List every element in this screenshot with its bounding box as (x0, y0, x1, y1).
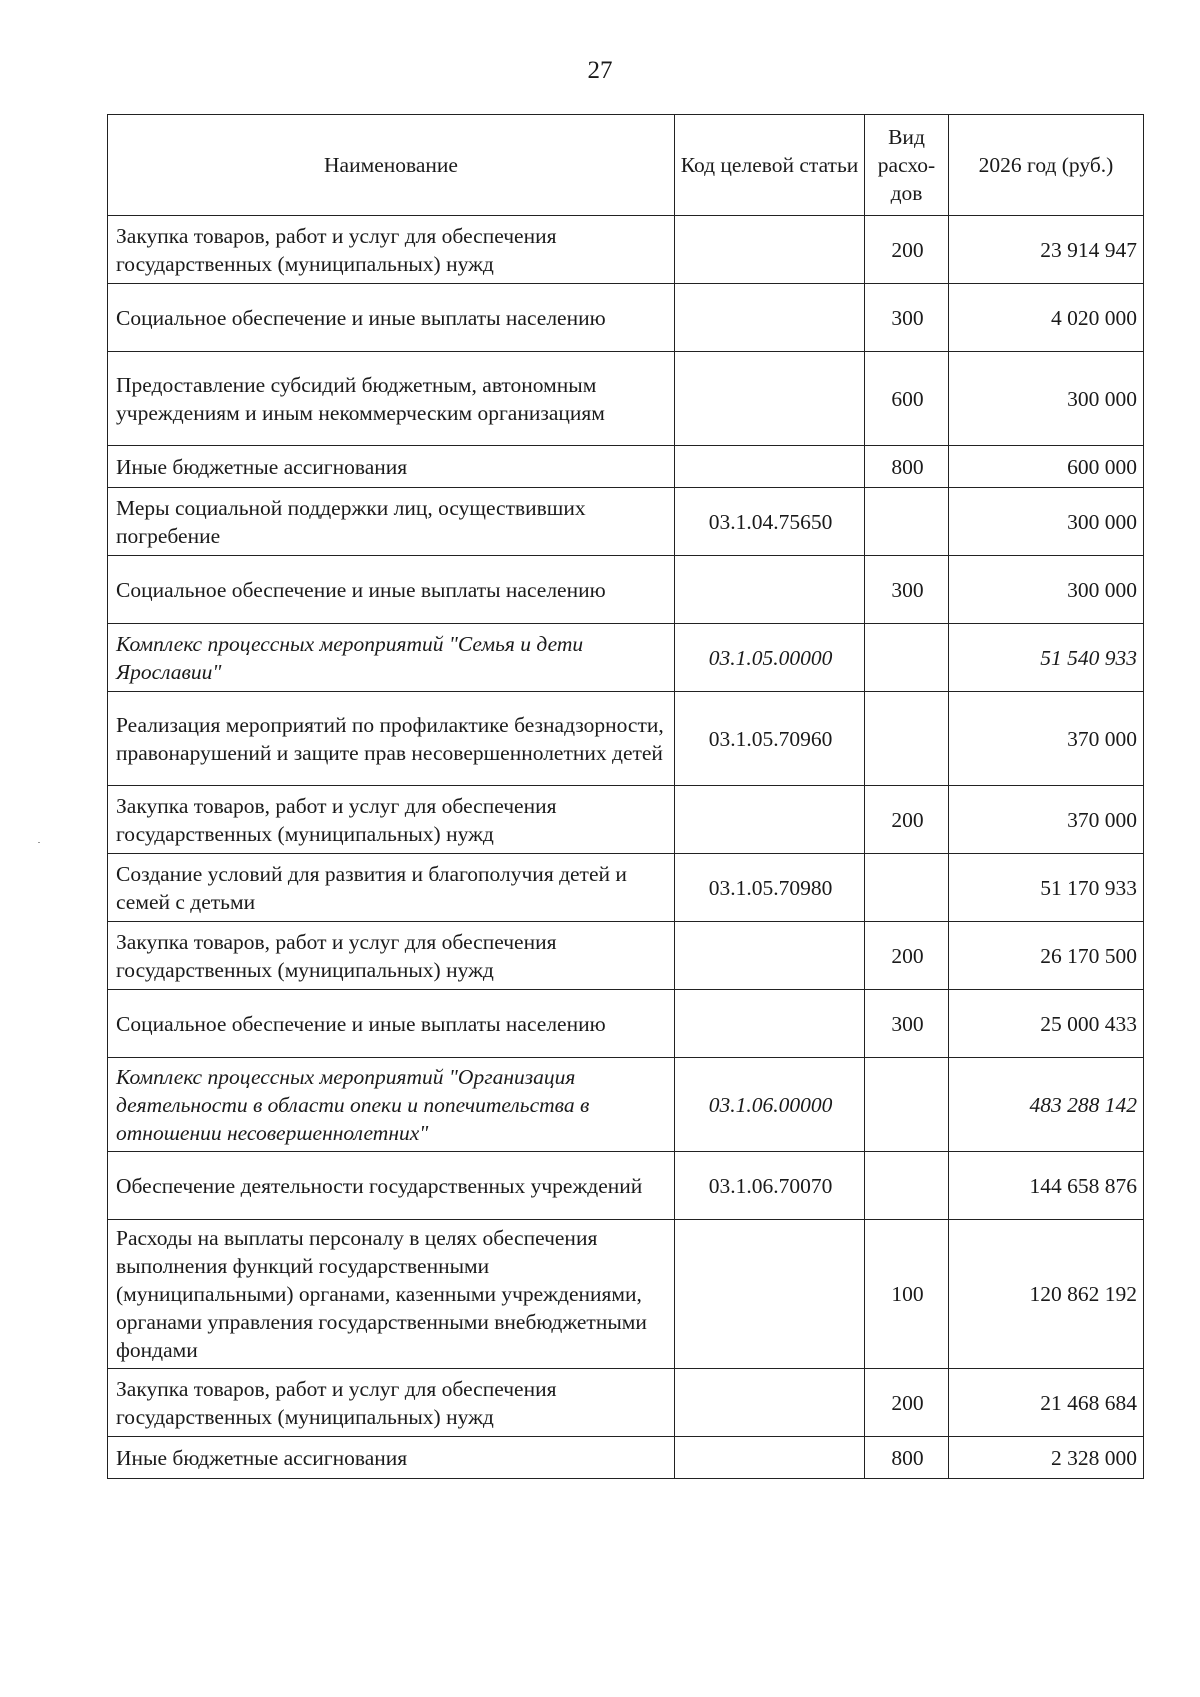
cell-type: 200 (865, 216, 949, 284)
table-row (108, 216, 1144, 284)
table-row (108, 990, 1144, 1058)
cell-sum: 370 000 (949, 786, 1144, 854)
table-row (108, 1437, 1144, 1479)
cell-name: Иные бюджетные ассигнования (108, 1437, 675, 1479)
cell-sum: 300 000 (949, 556, 1144, 624)
header-code: Код целевой статьи (675, 115, 865, 216)
cell-code (675, 1220, 865, 1369)
cell-code (675, 352, 865, 446)
table-row (108, 1058, 1144, 1152)
margin-mark (38, 842, 40, 843)
cell-code (675, 284, 865, 352)
cell-code (675, 990, 865, 1058)
table-row (108, 854, 1144, 922)
table-body (108, 216, 1144, 1479)
cell-code: 03.1.05.70960 (675, 692, 865, 786)
cell-code (675, 1369, 865, 1437)
cell-name: Комплекс процессных мероприятий "Организация деятельности в области опеки и попечительства в отношении несовершеннолетних" (108, 1058, 675, 1152)
cell-code (675, 556, 865, 624)
cell-type: 200 (865, 1369, 949, 1437)
cell-name: Меры социальной поддержки лиц, осуществивших погребение (108, 488, 675, 556)
cell-code (675, 216, 865, 284)
table-row (108, 692, 1144, 786)
cell-sum: 26 170 500 (949, 922, 1144, 990)
cell-sum: 144 658 876 (949, 1152, 1144, 1220)
cell-code (675, 1437, 865, 1479)
table-row (108, 284, 1144, 352)
cell-code (675, 922, 865, 990)
header-type: Вид расхо-дов (865, 115, 949, 216)
table-row (108, 624, 1144, 692)
cell-sum: 300 000 (949, 352, 1144, 446)
cell-name: Закупка товаров, работ и услуг для обеспечения государственных (муниципальных) нужд (108, 1369, 675, 1437)
cell-code (675, 786, 865, 854)
cell-sum: 483 288 142 (949, 1058, 1144, 1152)
cell-code (675, 446, 865, 488)
cell-code: 03.1.06.00000 (675, 1058, 865, 1152)
table-row (108, 556, 1144, 624)
cell-code: 03.1.05.00000 (675, 624, 865, 692)
cell-name: Предоставление субсидий бюджетным, автономным учреждениям и иным некоммерческим организациям (108, 352, 675, 446)
cell-type (865, 854, 949, 922)
table-row (108, 488, 1144, 556)
cell-type (865, 692, 949, 786)
cell-code: 03.1.06.70070 (675, 1152, 865, 1220)
cell-sum: 600 000 (949, 446, 1144, 488)
table-row (108, 352, 1144, 446)
cell-name: Закупка товаров, работ и услуг для обеспечения государственных (муниципальных) нужд (108, 786, 675, 854)
cell-type: 300 (865, 556, 949, 624)
cell-sum: 4 020 000 (949, 284, 1144, 352)
cell-name: Социальное обеспечение и иные выплаты населению (108, 556, 675, 624)
cell-type (865, 624, 949, 692)
cell-name: Закупка товаров, работ и услуг для обеспечения государственных (муниципальных) нужд (108, 216, 675, 284)
cell-name: Реализация мероприятий по профилактике безнадзорности, правонарушений и защите прав несовершеннолетних детей (108, 692, 675, 786)
cell-name: Иные бюджетные ассигнования (108, 446, 675, 488)
cell-sum: 300 000 (949, 488, 1144, 556)
cell-name: Социальное обеспечение и иные выплаты населению (108, 284, 675, 352)
cell-sum: 370 000 (949, 692, 1144, 786)
table-row (108, 1152, 1144, 1220)
table-row (108, 446, 1144, 488)
cell-sum: 21 468 684 (949, 1369, 1144, 1437)
cell-type: 300 (865, 990, 949, 1058)
cell-code: 03.1.04.75650 (675, 488, 865, 556)
cell-sum: 25 000 433 (949, 990, 1144, 1058)
cell-type: 200 (865, 922, 949, 990)
table-header-row (108, 115, 1144, 216)
table-row (108, 922, 1144, 990)
cell-type: 800 (865, 1437, 949, 1479)
cell-sum: 2 328 000 (949, 1437, 1144, 1479)
header-name: Наименование (108, 115, 675, 216)
cell-type (865, 1058, 949, 1152)
cell-name: Обеспечение деятельности государственных учреждений (108, 1152, 675, 1220)
page-number: 27 (587, 57, 613, 84)
cell-name: Комплекс процессных мероприятий "Семья и дети Ярославии" (108, 624, 675, 692)
header-sum: 2026 год (руб.) (949, 115, 1144, 216)
cell-sum: 120 862 192 (949, 1220, 1144, 1369)
cell-name: Расходы на выплаты персоналу в целях обеспечения выполнения функций государственными (муниципальными) органами, казенными учреждениями, органами управления государственными внебюджетными фондами (108, 1220, 675, 1369)
cell-type (865, 488, 949, 556)
budget-table (107, 114, 1144, 1479)
cell-code: 03.1.05.70980 (675, 854, 865, 922)
cell-type: 200 (865, 786, 949, 854)
cell-type (865, 1152, 949, 1220)
cell-type: 100 (865, 1220, 949, 1369)
cell-type: 600 (865, 352, 949, 446)
table-row (108, 786, 1144, 854)
table-row (108, 1220, 1144, 1369)
cell-sum: 51 170 933 (949, 854, 1144, 922)
cell-sum: 23 914 947 (949, 216, 1144, 284)
table-row (108, 1369, 1144, 1437)
cell-name: Социальное обеспечение и иные выплаты населению (108, 990, 675, 1058)
cell-type: 800 (865, 446, 949, 488)
cell-name: Создание условий для развития и благополучия детей и семей с детьми (108, 854, 675, 922)
cell-type: 300 (865, 284, 949, 352)
cell-name: Закупка товаров, работ и услуг для обеспечения государственных (муниципальных) нужд (108, 922, 675, 990)
cell-sum: 51 540 933 (949, 624, 1144, 692)
